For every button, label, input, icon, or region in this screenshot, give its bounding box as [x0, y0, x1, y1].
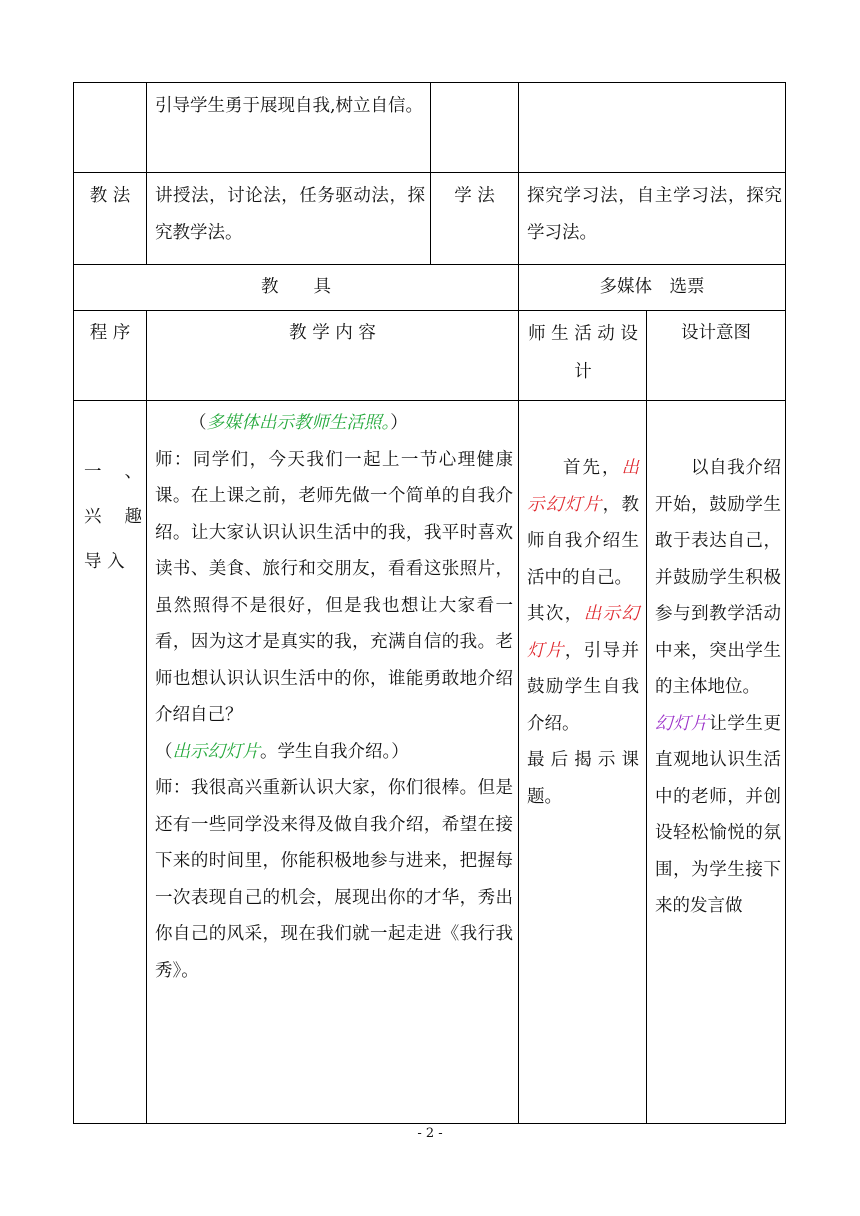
intent-paragraph: 以自我介绍开始，鼓励学生敢于表达自己，并鼓励学生积极参与到教学活动中来，突出学生的主体地位。 — [655, 458, 781, 697]
table-border-left — [73, 82, 74, 1124]
activity-design — [527, 450, 639, 815]
table-col-divider — [430, 82, 431, 264]
text: ，引导并鼓励学生自我介绍。 — [527, 640, 640, 734]
intent-paragraph — [655, 706, 781, 925]
teaching-method-value: 讲授法，讨论法，任务驱动法，探究教学法。 — [155, 186, 425, 243]
slide-link-text: 出示幻灯片 — [527, 604, 640, 661]
table-col-divider — [646, 310, 647, 1124]
procedure-title — [84, 450, 142, 585]
slide-link-text: 出示幻灯片 — [527, 458, 639, 515]
design-intent — [655, 450, 781, 925]
teaching-method-label: 教 法 — [89, 186, 131, 206]
table-row-divider — [73, 400, 786, 401]
content-paragraph: 师：同学们，今天我们一起上一节心理健康课。在上课之前，老师先做一个简单的自我介绍。让大家认识认识生活中的我，我平时喜欢读书、美食、旅行和交朋友，看看这张照片，虽然照得不是很好，但是我也想让大家看一看，因为这才是真实的我，充满自信的我。老师也想认识认识生活中的你，谁能勇敢地介绍介绍自己？ — [155, 449, 513, 725]
tools-label: 教 具 — [261, 277, 331, 297]
slide-link-text: 幻灯片 — [655, 713, 710, 734]
header-intent: 设计意图 — [681, 323, 751, 343]
tools-value: 多媒体 选票 — [599, 277, 705, 297]
text: 首先， — [563, 458, 622, 478]
header-procedure: 程 序 — [89, 323, 131, 343]
table-col-divider — [146, 310, 147, 1124]
text: 其次， — [527, 604, 584, 624]
content-note: （多媒体出示教师生活照。） — [189, 413, 408, 433]
header-activity: 师 生 活 动 设 计 — [528, 324, 638, 382]
text: ，教师自我介绍生活中的自己。 — [527, 494, 640, 588]
activity-step — [527, 450, 639, 596]
page-number: - 2 - — [417, 1126, 443, 1141]
content-paragraph — [155, 734, 513, 771]
learning-method-value: 探究学习法，自主学习法，探究学习法。 — [527, 186, 782, 243]
content-paragraph: 师：我很高兴重新认识大家，你们很棒。但是还有一些同学没来得及做自我介绍，希望在接下来的时间里，你能积极地参与进来，把握每一次表现自己的机会，展现出你的才华，秀出你自己的风采，现在我们就一起走进《我行我秀》。 — [155, 778, 513, 981]
slide-link-text: 出示幻灯片 — [172, 741, 260, 762]
lesson-content — [155, 405, 513, 989]
table-row-divider — [73, 310, 786, 311]
table-col-divider — [518, 82, 519, 1124]
text: 让学生更直观地认识生活中的老师，并创设轻松愉悦的氛围，为学生接下来的发言做 — [655, 713, 781, 916]
table-row-divider — [73, 264, 786, 265]
text: （ — [155, 741, 173, 762]
header-content: 教 学 内 容 — [289, 323, 376, 343]
table-border-right — [785, 82, 786, 1124]
objective-text: 引导学生勇于展现自我,树立自信。 — [155, 96, 424, 116]
table-col-divider — [146, 82, 147, 264]
activity-step: 最后揭示课题。 — [527, 750, 639, 807]
content-note-green: 多媒体出示教师生活照。 — [206, 413, 391, 433]
procedure-title-text: 一、 兴 趣 导 入 — [84, 462, 142, 572]
learning-method-label: 学 法 — [454, 186, 495, 206]
table-border-bottom — [73, 1123, 786, 1124]
activity-step — [527, 596, 639, 742]
text: 。学生自我介绍。） — [260, 741, 409, 762]
